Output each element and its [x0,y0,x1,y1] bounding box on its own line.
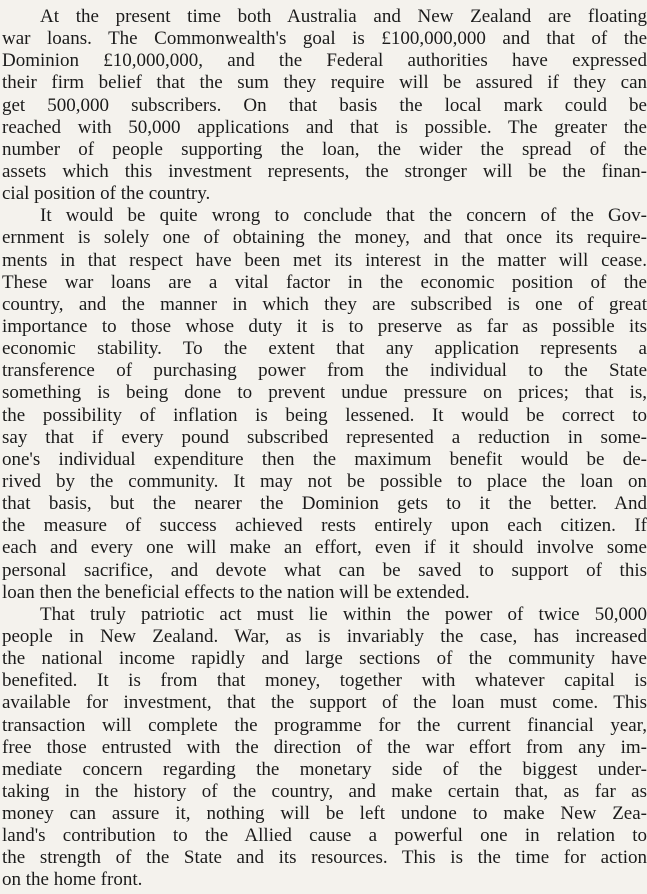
text-line: taking in the history of the country, and make certain that, as far as [2,780,647,802]
text-line: available for investment, that the support of the loan must come. This [2,692,647,714]
text-line: personal sacrifice, and devote what can be saved to support of this [2,559,647,581]
text-line: mediate concern regarding the monetary side of the biggest under- [2,758,647,780]
text-line: the measure of success achieved rests entirely upon each citizen. If [2,515,647,537]
text-line: cial position of the country. [2,183,211,205]
text-line: free those entrusted with the direction of the war effort from any im- [2,736,647,758]
text-line: each and every one will make an effort, even if it should involve some [2,537,647,559]
text-line: These war loans are a vital factor in the economic position of the [2,271,647,293]
text-line: their firm belief that the sum they require will be assured if they can [2,72,647,94]
text-line: importance to those whose duty it is to preserve as far as possible its [2,315,647,337]
text-line: That truly patriotic act must lie within the power of twice 50,000 [40,603,647,625]
text-line: land's contribution to the Allied cause a powerful one in relation to [2,825,647,847]
text-line: benefited. It is from that money, together with whatever capital is [2,670,647,692]
text-line: get 500,000 subscribers. On that basis the local mark could be [2,94,647,116]
text-line: war loans. The Commonwealth's goal is £100,000,000 and that of the [2,28,647,50]
text-line: Dominion £10,000,000, and the Federal authorities have expressed [2,50,647,72]
text-line: transference of purchasing power from the individual to the State [2,360,647,382]
text-line: people in New Zealand. War, as is invariably the case, has increased [2,625,647,647]
paragraph-2 [2,205,647,604]
text-line: something is being done to prevent undue pressure on prices; that is, [2,382,647,404]
text-line: that basis, but the nearer the Dominion gets to it the better. And [2,493,647,515]
text-line: rived by the community. It may not be possible to place the loan on [2,470,647,492]
text-line: It would be quite wrong to conclude that the concern of the Gov- [40,205,647,227]
text-line: one's individual expenditure then the maximum benefit would be de- [2,448,647,470]
text-line: reached with 50,000 applications and that is possible. The greater the [2,116,647,138]
text-line: economic stability. To the extent that any application represents a [2,338,647,360]
text-line: transaction will complete the programme for the current financial year, [2,714,647,736]
text-line: ments in that respect have been met its interest in the matter will cease. [2,249,647,271]
text-line: say that if every pound subscribed represented a reduction in some- [2,426,647,448]
text-line: on the home front. [2,869,143,891]
text-line: country, and the manner in which they are subscribed is one of great [2,293,647,315]
text-line: the possibility of inflation is being lessened. It would be correct to [2,404,647,426]
text-line: At the present time both Australia and New Zealand are floating [40,6,647,27]
text-line: the strength of the State and its resources. This is the time for action [2,847,647,869]
text-line: number of people supporting the loan, the wider the spread of the [2,138,647,160]
article-body [2,6,647,892]
text-line: money can assure it, nothing will be left undone to make New Zea- [2,803,647,825]
paragraph-1 [2,6,647,205]
text-line: the national income rapidly and large sections of the community have [2,648,647,670]
text-line: loan then the beneficial effects to the nation will be extended. [2,581,470,603]
paragraph-3 [2,604,647,892]
text-line: assets which this investment represents, the stronger will be the finan- [2,160,647,182]
text-line: ernment is solely one of obtaining the money, and that once its require- [2,227,647,249]
